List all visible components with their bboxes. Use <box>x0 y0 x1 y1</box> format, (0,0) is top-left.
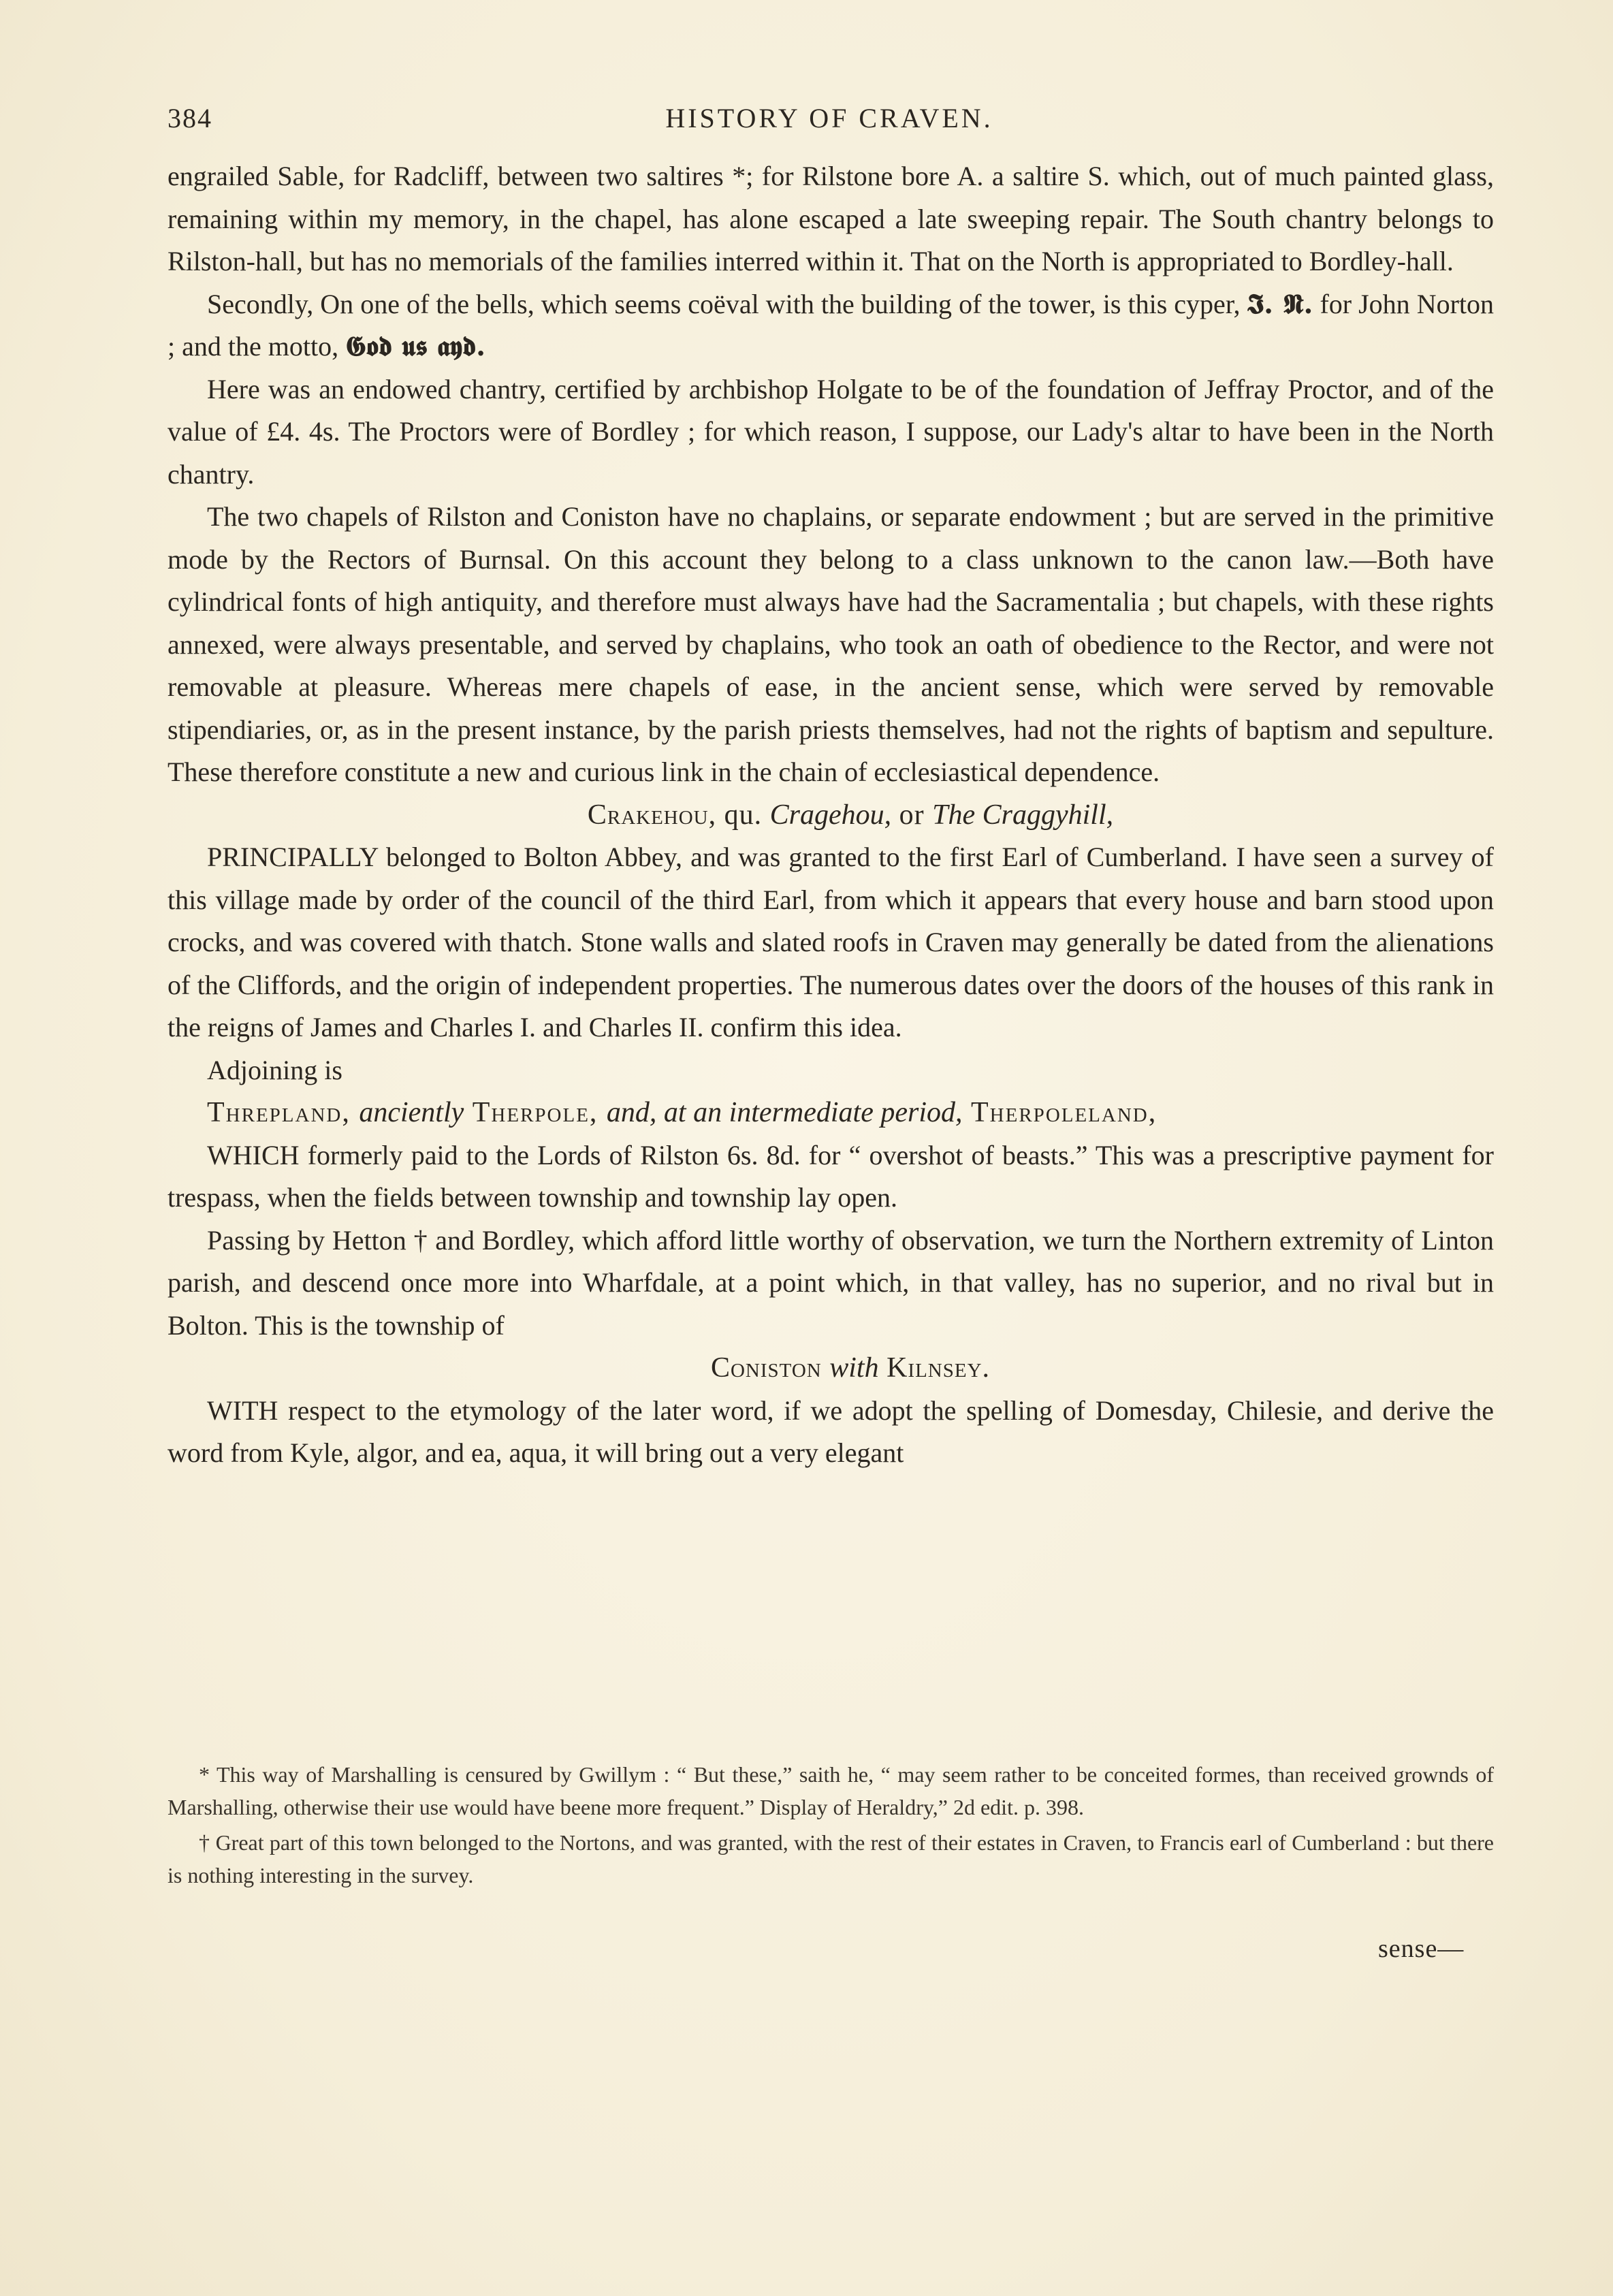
footnote: * This way of Marshalling is censured by Gwillym : “ But these,” saith he, “ may seem rather to be conceited formes, than received grownds of Marshalling, otherwise their use would have beene more frequent.” Display of Heraldry,” 2d edit. p. 398. <box>167 1762 1494 1819</box>
page-number: 384 <box>167 103 212 133</box>
heading-part: Kilnsey. <box>887 1352 991 1384</box>
heading-part: Threpland, <box>207 1097 351 1128</box>
paragraph: WHICH formerly paid to the Lords of Rilston 6s. 8d. for “ overshot of beasts.” This was a prescriptive payment for trespass, when the fields between township and township lay open. <box>167 1139 1494 1213</box>
heading-part: with <box>829 1352 879 1384</box>
paragraph: engrailed Sable, for Radcliff, between two saltires *; for Rilstone bore A. a saltire S. which, out of much painted glass, remaining within my memory, in the chapel, has alone escaped a late sweeping repair. The South chantry belongs to Rilston-hall, but has no memorials of the families interred within it. That on the North is appropriated to Bordley-hall. <box>167 161 1494 276</box>
section-heading-threpland <box>167 1091 1494 1134</box>
section-heading-crakehou <box>167 794 1494 837</box>
heading-part: Therpole, <box>472 1097 598 1128</box>
heading-part: or <box>899 799 925 831</box>
heading-part: and, at an intermediate period, <box>606 1097 963 1128</box>
paragraph <box>167 283 1494 368</box>
paragraph: Adjoining is <box>207 1054 342 1085</box>
paragraph: Here was an endowed chantry, certified by archbishop Holgate to be of the foundation of Jeffray Proctor, and of the value of £4. 4s. The Proctors were of Bordley ; for which reason, I suppose, our Lady's altar to have been in the North chantry. <box>167 373 1494 490</box>
running-head: HISTORY OF CRAVEN. <box>665 103 993 133</box>
paragraph: WITH respect to the etymology of the later word, if we adopt the spelling of Domesday, Chilesie, and derive the word from Kyle, algor, and ea, aqua, it will bring out a very elegant <box>167 1394 1494 1468</box>
section-heading-coniston <box>167 1347 1494 1390</box>
heading-part: qu. <box>724 799 763 831</box>
heading-part: Crakehou, <box>587 799 717 831</box>
main-text <box>167 155 1494 1475</box>
heading-part: The Craggyhill, <box>932 799 1114 831</box>
paragraph-text: Secondly, On one of the bells, which seems coëval with the building of the tower, is this cyper, <box>207 288 1241 319</box>
paragraph: Passing by Hetton † and Bordley, which afford little worthy of observation, we turn the Northern extremity of Linton parish, and descend once more into Wharfdale, at a point which, in that valley, has no superior, and no rival but in Bolton. This is the township of <box>167 1224 1494 1341</box>
paragraph: PRINCIPALLY belonged to Bolton Abbey, and was granted to the first Earl of Cumberland. I have seen a survey of this village made by order of the council of the third Earl, from which it appears that every house and barn stood upon crocks, and was covered with thatch. Stone walls and slated roofs in Craven may generally be dated from the alienations of the Cliffords, and the origin of independent properties. The numerous dates over the doors of the houses of this rank in the reigns of James and Charles I. and Charles II. confirm this idea. <box>167 842 1494 1042</box>
page-header <box>162 102 1497 143</box>
paragraph: The two chapels of Rilston and Coniston have no chaplains, or separate endowment ; but are served in the primitive mode by the Rectors of Burnsal. On this account they belong to a class unknown to the canon law.—Both have cylindrical fonts of high antiquity, and therefore must always have had the Sacramentalia ; but chapels, with these rights annexed, were always presentable, and served by chaplains, who took an oath of obedience to the Rector, and were not removable at pleasure. Whereas mere chapels of ease, in the ancient sense, which were served by removable stipendiaries, or, as in the present instance, by the parish priests themselves, had not the rights of baptism and sepulture. These therefore constitute a new and curious link in the chain of ecclesiastical dependence. <box>167 501 1494 787</box>
cypher: 𝕴. 𝕹. <box>1247 287 1313 320</box>
catchword: sense— <box>1378 1934 1465 1963</box>
footnotes <box>167 1758 1494 1894</box>
bell-motto: 𝕲𝖔𝖉 𝖚𝖘 𝖆𝖞𝖉. <box>345 330 486 362</box>
heading-part: Cragehou, <box>769 799 892 831</box>
heading-part: Therpoleland, <box>971 1097 1157 1128</box>
footnote: † Great part of this town belonged to the Nortons, and was granted, with the rest of their estates in Craven, to Francis earl of Cumberland : but there is nothing interesting in the survey. <box>167 1830 1494 1887</box>
heading-part: anciently <box>359 1097 464 1128</box>
paragraph-text: for John Norton ; and the motto, <box>167 288 1495 362</box>
heading-part: Coniston <box>710 1352 822 1384</box>
